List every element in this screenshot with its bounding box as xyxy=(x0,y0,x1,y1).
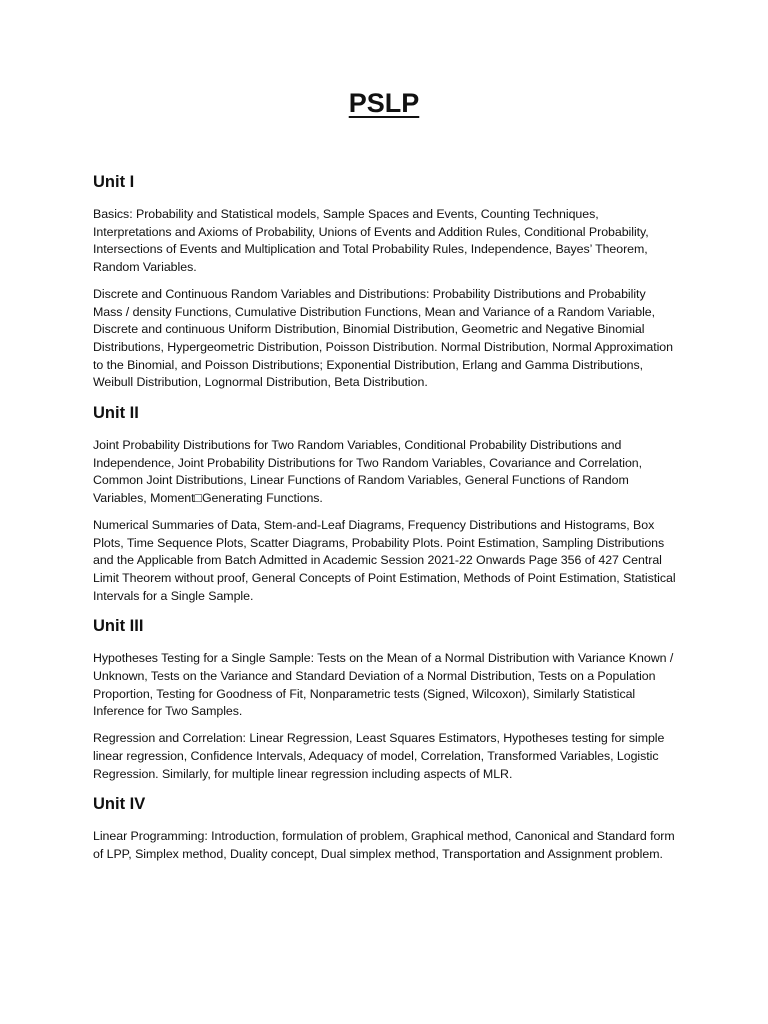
unit-paragraph: Joint Probability Distributions for Two Random Variables, Conditional Probability Distributions and Independence, Joint Probability Distributions for Two Random Variables, Covariance and Correlation, Common Joint Distributions, Linear Functions of Random Variables, General Functions of Random Variables, Moment□Generating Functions. xyxy=(93,438,643,506)
unit-heading: Unit I xyxy=(93,173,135,191)
unit-heading: Unit IV xyxy=(93,795,146,814)
unit-paragraph: Linear Programming: Introduction, formulation of problem, Graphical method, Canonical and Standard form of LPP, Simplex method, Duality concept, Dual simplex method, Transportation and Assignment problem. xyxy=(93,829,675,861)
unit-heading: Unit III xyxy=(93,617,144,636)
unit-paragraph: Regression and Correlation: Linear Regression, Least Squares Estimators, Hypotheses testing for simple linear regression, Confidence Intervals, Adequacy of model, Correlation, Transformed Variables, Logistic Regression. Similarly, for multiple linear regression including aspects of MLR. xyxy=(93,731,665,781)
unit-heading: Unit II xyxy=(93,404,139,423)
page-title: PSLP xyxy=(348,88,420,118)
unit-section-2 xyxy=(93,401,677,605)
unit-paragraph: Basics: Probability and Statistical models, Sample Spaces and Events, Counting Techniques, Interpretations and Axioms of Probability, Unions of Events and Addition Rules, Conditional Probability, Intersections of Events and Multiplication and Total Probability Rules, Independence, Bayes’ Theorem, Random Variables. xyxy=(93,207,649,275)
unit-paragraph: Hypotheses Testing for a Single Sample: Tests on the Mean of a Normal Distribution with Variance Known / Unknown, Tests on the Variance and Standard Deviation of a Normal Distribution, Tests on a Population Proportion, Testing for Goodness of Fit, Nonparametric tests (Signed, Wilcoxon), Similarly Statistical Inference for Two Samples. xyxy=(93,651,674,719)
document-body xyxy=(93,170,677,873)
unit-section-3 xyxy=(93,614,677,783)
unit-paragraph: Discrete and Continuous Random Variables and Distributions: Probability Distributions and Probability Mass / density Functions, Cumulative Distribution Functions, Mean and Variance of a Random Variable, Discrete and continuous Uniform Distribution, Binomial Distribution, Geometric and Negative Binomial Distributions, Hypergeometric Distribution, Poisson Distribution. Normal Distribution, Normal Approximation to the Binomial, and Poisson Distributions; Exponential Distribution, Erlang and Gamma Distributions, Weibull Distribution, Lognormal Distribution, Beta Distribution. xyxy=(93,286,673,390)
unit-section-1 xyxy=(93,170,677,392)
unit-section-4 xyxy=(93,792,677,863)
unit-paragraph: Numerical Summaries of Data, Stem-and-Leaf Diagrams, Frequency Distributions and Histograms, Box Plots, Time Sequence Plots, Scatter Diagrams, Probability Plots. Point Estimation, Sampling Distributions and the Applicable from Batch Admitted in Academic Session 2021-22 Onwards Page 356 of 427 Central Limit Theorem without proof, General Concepts of Point Estimation, Methods of Point Estimation, Statistical Intervals for a Single Sample. xyxy=(93,517,676,603)
